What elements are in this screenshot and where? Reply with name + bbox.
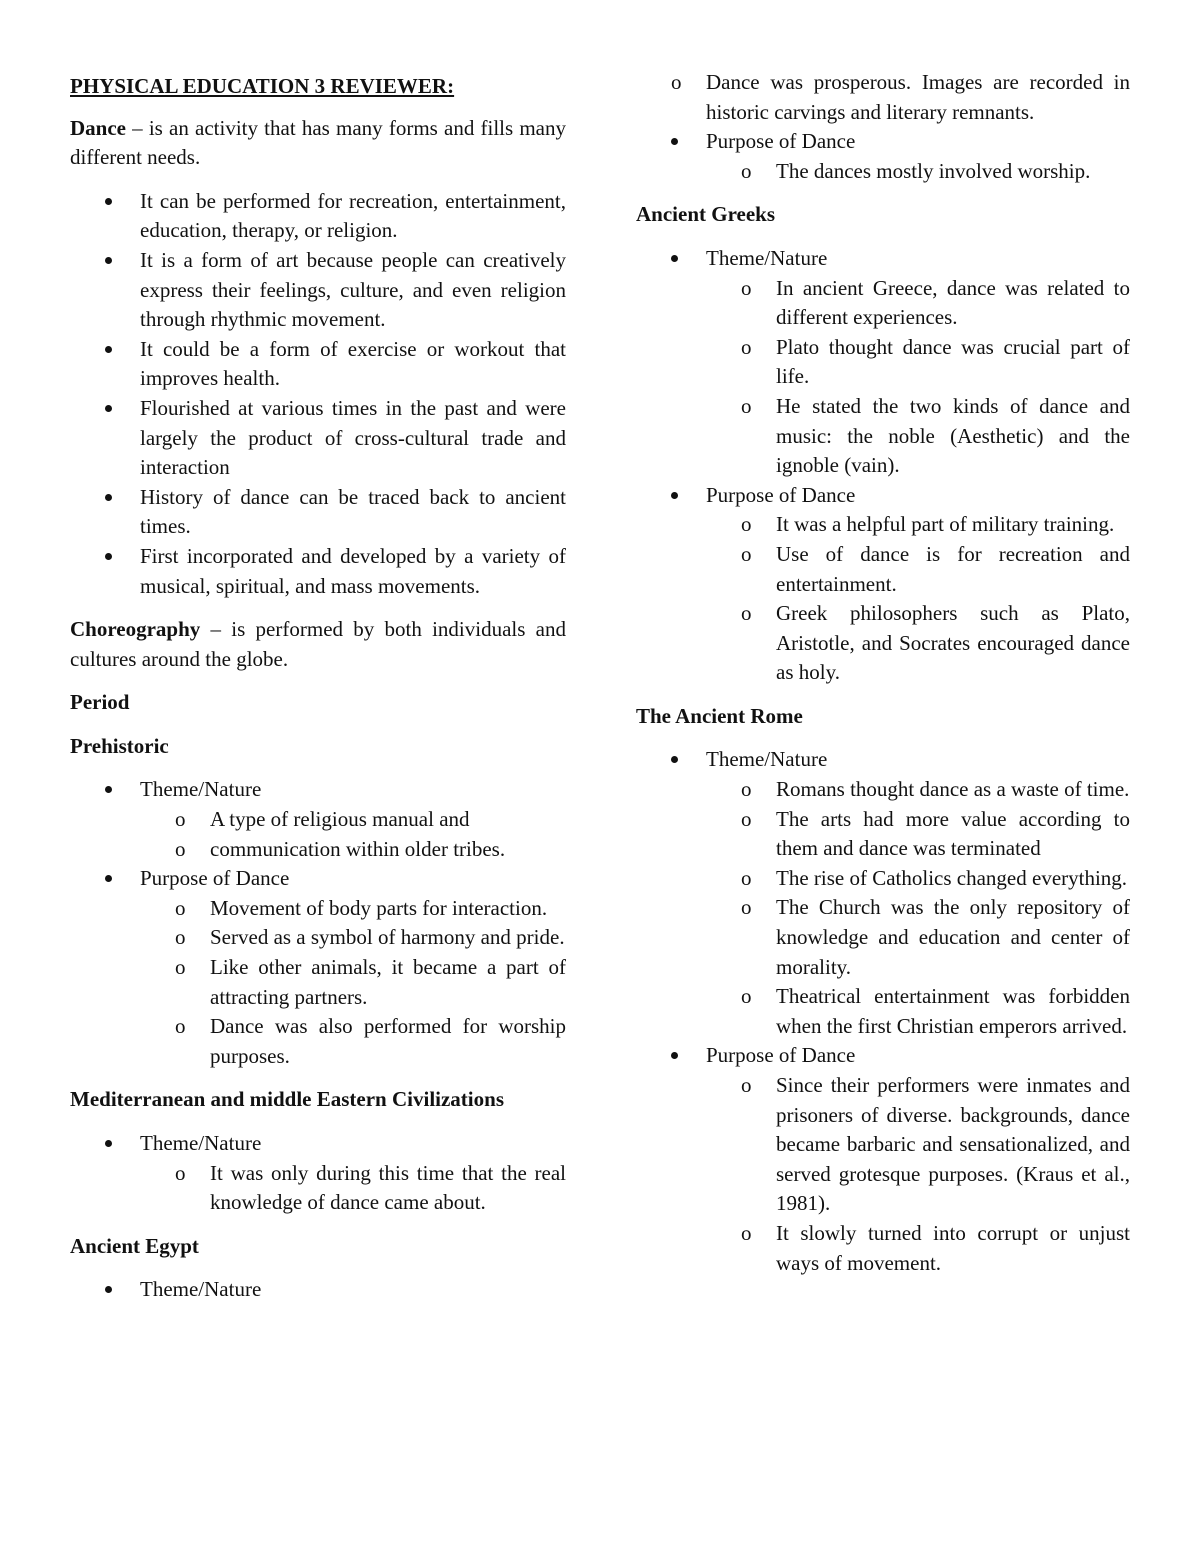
list-item: o Theatrical entertainment was forbidden when the first Christian emperors arrived.	[706, 982, 1130, 1041]
sub-list	[706, 1071, 1130, 1278]
right-column	[636, 68, 1130, 1292]
list-item: o Movement of body parts for interaction.	[140, 894, 566, 924]
theme-label: Theme/Nature	[140, 1277, 262, 1302]
list-item: o The rise of Catholics changed everything.	[706, 864, 1130, 894]
list-item	[636, 481, 1130, 688]
list-item: o It was a helpful part of military training.	[706, 510, 1130, 540]
list-item: o The dances mostly involved worship.	[706, 157, 1130, 187]
document-title: PHYSICAL EDUCATION 3 REVIEWER:	[70, 74, 455, 98]
theme-label: Theme/Nature	[140, 777, 262, 802]
purpose-label: Purpose of Dance	[706, 129, 856, 154]
greeks-heading: Ancient Greeks	[636, 202, 776, 227]
list-item	[636, 1041, 1130, 1278]
list-item: o The arts had more value according to them and dance was terminated	[706, 805, 1130, 864]
egypt-list	[70, 1275, 566, 1305]
dance-term: Dance	[70, 115, 126, 140]
list-item	[636, 745, 1130, 1041]
list-item: o A type of religious manual and	[140, 805, 566, 835]
list-item: o Dance was also performed for worship purposes.	[140, 1012, 566, 1071]
sub-list	[140, 805, 566, 864]
mediterranean-heading: Mediterranean and middle Eastern Civilizations	[70, 1087, 504, 1112]
egypt-theme-sub-list	[636, 68, 1130, 127]
list-item: It is a form of art because people can creatively express their feelings, culture, and even religion through rhythmic movement.	[70, 246, 566, 335]
list-item	[70, 1275, 566, 1305]
egypt-purpose-list	[636, 127, 1130, 186]
list-item: o Like other animals, it became a part of attracting partners.	[140, 953, 566, 1012]
sub-list	[140, 1159, 566, 1218]
rome-list	[636, 745, 1130, 1278]
list-item	[70, 864, 566, 1071]
list-item: o Since their performers were inmates and prisoners of diverse. backgrounds, dance became barbaric and sensationalized, and served grotesque purposes. (Kraus et al., 1981).	[706, 1071, 1130, 1219]
list-item: o It slowly turned into corrupt or unjust ways of movement.	[706, 1219, 1130, 1278]
choreography-term: Choreography	[70, 617, 201, 642]
list-item	[70, 1129, 566, 1218]
choreography-definition	[70, 615, 566, 674]
list-item	[70, 775, 566, 864]
theme-label: Theme/Nature	[140, 1131, 262, 1155]
sub-list	[140, 894, 566, 1072]
purpose-label: Purpose of Dance	[706, 482, 856, 507]
left-column	[70, 68, 566, 1319]
list-item: History of dance can be traced back to ancient times.	[70, 483, 566, 542]
list-item: Flourished at various times in the past and were largely the product of cross-cultural trade and interaction	[70, 394, 566, 483]
list-item: o Use of dance is for recreation and entertainment.	[706, 540, 1130, 599]
list-item: It can be performed for recreation, entertainment, education, therapy, or religion.	[70, 187, 566, 246]
list-item: o communication within older tribes.	[140, 835, 566, 865]
list-item: o Served as a symbol of harmony and pride.	[140, 923, 566, 953]
theme-label: Theme/Nature	[706, 245, 828, 270]
dance-definition	[70, 114, 566, 173]
choreography-definition-text: – is performed by both individuals and cultures around the globe.	[70, 617, 566, 671]
rome-heading: The Ancient Rome	[636, 703, 803, 728]
list-item: o Romans thought dance as a waste of time.	[706, 775, 1130, 805]
list-item: o Plato thought dance was crucial part of life.	[706, 333, 1130, 392]
list-item	[636, 127, 1130, 186]
sub-list	[706, 274, 1130, 481]
list-item: It could be a form of exercise or workout that improves health.	[70, 335, 566, 394]
period-heading: Period	[70, 690, 130, 715]
list-item: o In ancient Greece, dance was related to different experiences.	[706, 274, 1130, 333]
prehistoric-heading: Prehistoric	[70, 733, 169, 758]
theme-label: Theme/Nature	[706, 747, 828, 772]
purpose-label: Purpose of Dance	[140, 866, 290, 891]
dance-definition-text: – is an activity that has many forms and fills many different needs.	[70, 115, 566, 170]
list-item: o It was only during this time that the real knowledge of dance came about.	[140, 1159, 566, 1218]
list-item: o Greek philosophers such as Plato, Aristotle, and Socrates encouraged dance as holy.	[706, 599, 1130, 688]
list-item: First incorporated and developed by a variety of musical, spiritual, and mass movements.	[70, 542, 566, 601]
mediterranean-list	[70, 1129, 566, 1218]
purpose-label: Purpose of Dance	[706, 1043, 856, 1068]
list-item: o He stated the two kinds of dance and music: the noble (Aesthetic) and the ignoble (vain).	[706, 392, 1130, 481]
sub-list	[706, 775, 1130, 1041]
list-item: o The Church was the only repository of knowledge and education and center of morality.	[706, 893, 1130, 982]
sub-list	[706, 510, 1130, 688]
prehistoric-list	[70, 775, 566, 1071]
egypt-heading: Ancient Egypt	[70, 1233, 199, 1258]
list-item	[636, 244, 1130, 481]
greeks-list	[636, 244, 1130, 688]
dance-points-list	[70, 187, 566, 601]
sub-list	[706, 157, 1130, 187]
list-item: o Dance was prosperous. Images are recorded in historic carvings and literary remnants.	[636, 68, 1130, 127]
